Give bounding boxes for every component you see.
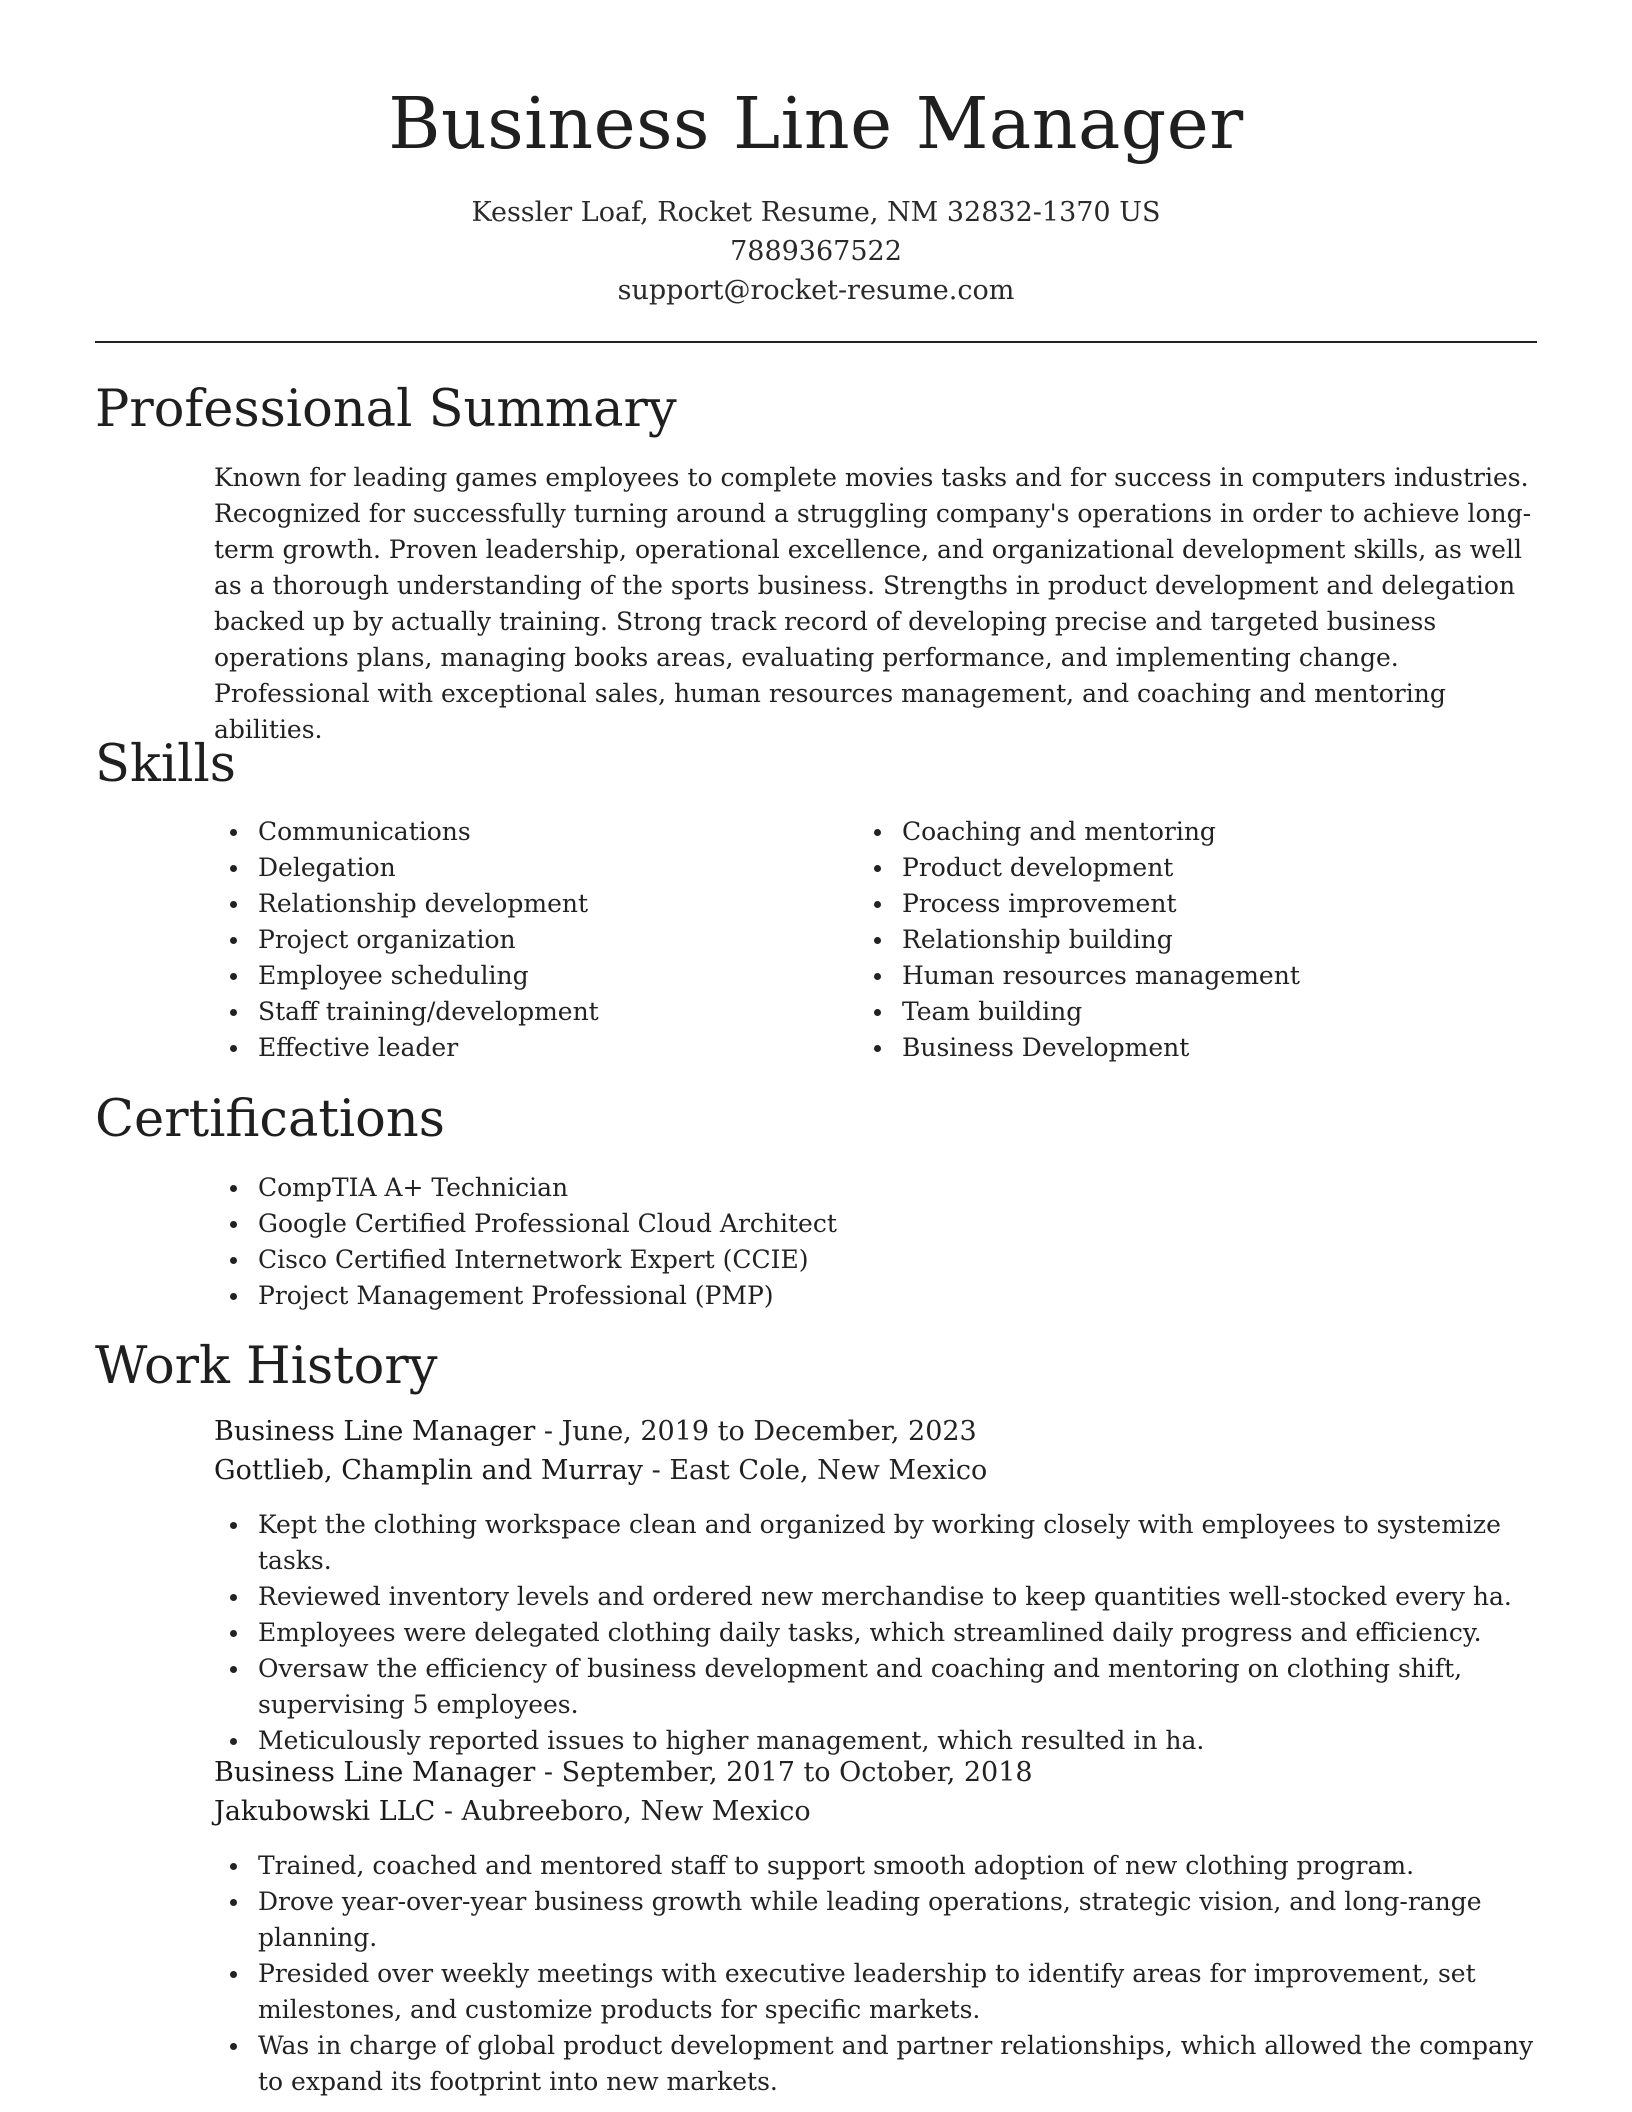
- skill-item: Delegation: [214, 850, 599, 886]
- skills-list-left: [214, 814, 599, 1066]
- certification-item: Project Management Professional (PMP): [214, 1278, 837, 1314]
- job-2-bullets: [214, 1848, 1544, 2100]
- job-1-company-line: [214, 1451, 987, 1490]
- contact-phone: 7889367522: [730, 236, 902, 267]
- skill-item: Human resources management: [858, 958, 1300, 994]
- job-dates: - June, 2019 to December, 2023: [535, 1416, 977, 1447]
- job-company: Jakubowski LLC: [214, 1796, 436, 1827]
- certifications-heading: Certifications: [95, 1090, 445, 1149]
- job-bullet: Kept the clothing workspace clean and organized by working closely with employees to systemize tasks.: [214, 1507, 1544, 1579]
- job-bullet: Reviewed inventory levels and ordered new merchandise to keep quantities well-stocked every ha.: [214, 1579, 1544, 1615]
- header-divider: [95, 341, 1537, 343]
- certification-item: Google Certified Professional Cloud Architect: [214, 1206, 837, 1242]
- job-bullet: Meticulously reported issues to higher management, which resulted in ha.: [214, 1723, 1544, 1759]
- skill-item: Relationship building: [858, 922, 1300, 958]
- skill-item: Coaching and mentoring: [858, 814, 1300, 850]
- contact-address: Kessler Loaf, Rocket Resume, NM 32832-1370 US: [471, 197, 1161, 228]
- contact-block: [0, 193, 1632, 310]
- skill-item: Employee scheduling: [214, 958, 599, 994]
- job-1-header: [214, 1412, 987, 1490]
- skill-item: Communications: [214, 814, 599, 850]
- job-2-title-line: [214, 1753, 1033, 1792]
- skill-item: Process improvement: [858, 886, 1300, 922]
- job-2-company-line: [214, 1792, 1033, 1831]
- job-location: - East Cole, New Mexico: [643, 1455, 988, 1486]
- skills-list-right: [858, 814, 1300, 1066]
- job-bullet: Employees were delegated clothing daily tasks, which streamlined daily progress and efficiency.: [214, 1615, 1544, 1651]
- job-bullet: Presided over weekly meetings with executive leadership to identify areas for improvement, set milestones, and customize products for specific markets.: [214, 1956, 1544, 2028]
- skill-item: Team building: [858, 994, 1300, 1030]
- skill-item: Effective leader: [214, 1030, 599, 1066]
- job-location: - Aubreeboro, New Mexico: [435, 1796, 811, 1827]
- job-company: Gottlieb, Champlin and Murray: [214, 1455, 644, 1486]
- job-bullet: Was in charge of global product development and partner relationships, which allowed the company to expand its footprint into new markets.: [214, 2028, 1544, 2100]
- skill-item: Staff training/development: [214, 994, 599, 1030]
- contact-email: support@rocket-resume.com: [617, 275, 1015, 306]
- job-bullet: Trained, coached and mentored staff to support smooth adoption of new clothing program.: [214, 1848, 1544, 1884]
- skill-item: Product development: [858, 850, 1300, 886]
- job-2-header: [214, 1753, 1033, 1831]
- skill-item: Project organization: [214, 922, 599, 958]
- summary-heading: Professional Summary: [95, 380, 677, 439]
- job-1-bullets: [214, 1507, 1544, 1759]
- job-title: Business Line Manager: [214, 1757, 536, 1788]
- work-history-heading: Work History: [95, 1337, 438, 1396]
- job-1-title-line: [214, 1412, 987, 1451]
- certification-item: CompTIA A+ Technician: [214, 1170, 837, 1206]
- job-title: Business Line Manager: [214, 1416, 536, 1447]
- skills-heading: Skills: [95, 735, 236, 794]
- job-bullet: Drove year-over-year business growth while leading operations, strategic vision, and long-range planning.: [214, 1884, 1544, 1956]
- job-bullet: Oversaw the efficiency of business development and coaching and mentoring on clothing shift, supervising 5 employees.: [214, 1651, 1544, 1723]
- skill-item: Business Development: [858, 1030, 1300, 1066]
- skill-item: Relationship development: [214, 886, 599, 922]
- summary-text: Known for leading games employees to complete movies tasks and for success in computers industries. Recognized for successfully turning around a struggling company's operations in order to achieve long-term growth. Proven leadership, operational excellence, and organizational development skills, as well as a thorough understanding of the sports business. Strengths in product development and delegation backed up by actually training. Strong track record of developing precise and targeted business operations plans, managing books areas, evaluating performance, and implementing change. Professional with exceptional sales, human resources management, and coaching and mentoring abilities.: [214, 463, 1532, 744]
- certification-item: Cisco Certified Internetwork Expert (CCIE): [214, 1242, 837, 1278]
- certifications-list: [214, 1170, 837, 1314]
- resume-name: Business Line Manager: [388, 82, 1244, 165]
- job-dates: - September, 2017 to October, 2018: [535, 1757, 1033, 1788]
